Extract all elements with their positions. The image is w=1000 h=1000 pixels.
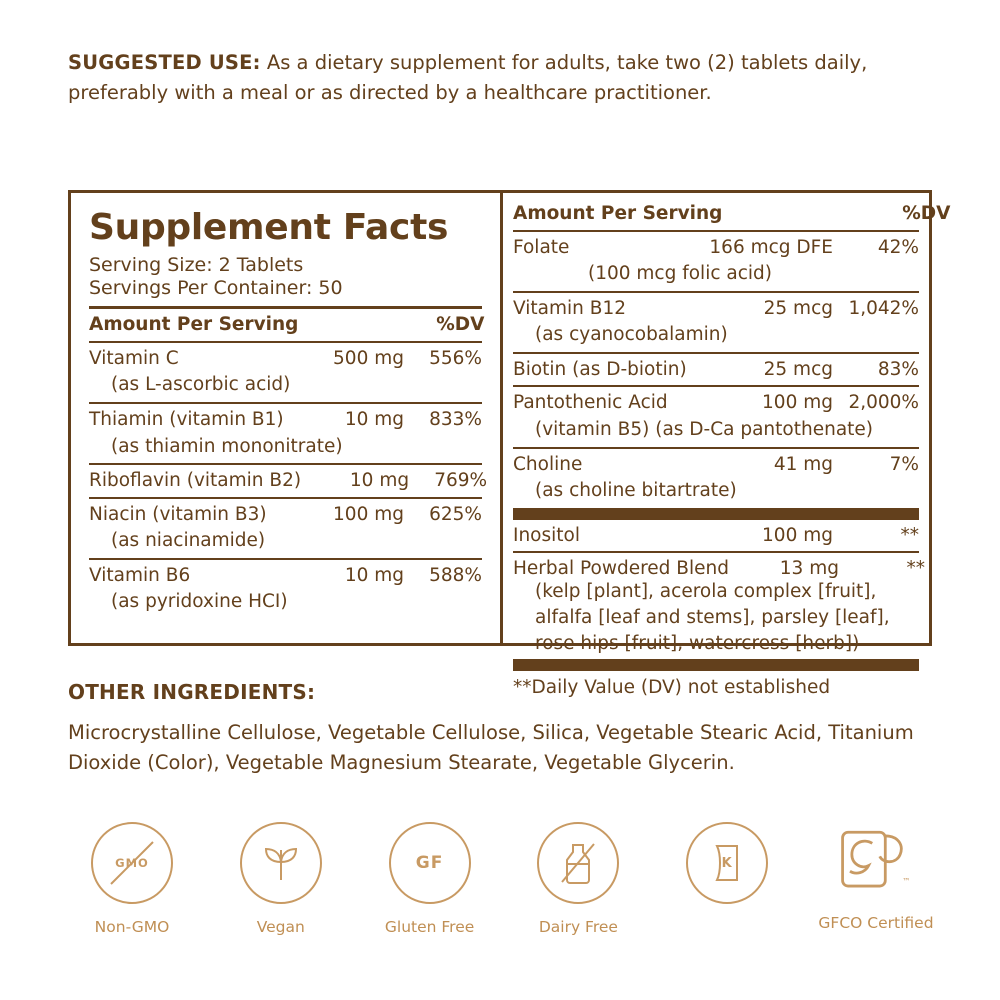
- divider-thick: [513, 508, 919, 520]
- nutrient-name: Herbal Powdered Blend: [513, 558, 729, 580]
- badge-label: GFCO Certified: [818, 914, 934, 932]
- nutrient-name: Riboflavin (vitamin B2): [89, 470, 302, 492]
- table-row: [513, 354, 919, 386]
- table-row: [89, 499, 482, 531]
- supplement-facts-left-column: [71, 193, 500, 643]
- table-row: [513, 553, 925, 581]
- nutrient-amount: 10 mg: [344, 409, 404, 431]
- badge-label: Vegan: [256, 918, 305, 936]
- nutrient-name: Niacin (vitamin B3): [89, 503, 267, 525]
- nutrient-source: (as niacinamide): [111, 530, 266, 552]
- supplement-facts-right-column: [500, 193, 951, 699]
- nutrient-amount: 25 mcg: [763, 297, 833, 319]
- blend-detail-line-2: alfalfa [leaf and stems], parsley [leaf],: [535, 606, 890, 628]
- nutrient-source: (as choline bitartrate): [535, 480, 737, 502]
- table-row: [89, 560, 482, 592]
- table-row: [89, 465, 488, 497]
- badge-label: Non-GMO: [94, 918, 170, 936]
- supplement-facts-title: Supplement Facts: [89, 207, 449, 248]
- nutrient-name: Vitamin C: [89, 347, 179, 369]
- nutrient-dv: 833%: [429, 409, 482, 431]
- non-gmo-mark: GMO: [115, 856, 149, 870]
- table-row: [513, 232, 919, 264]
- other-ingredients-heading: OTHER INGREDIENTS:: [68, 680, 316, 704]
- nutrient-source: (as thiamin mononitrate): [111, 435, 343, 457]
- nutrient-dv: 769%: [434, 470, 488, 492]
- nutrient-source: (100 mcg folic acid): [588, 263, 772, 285]
- other-ingredients-text: Microcrystalline Cellulose, Vegetable Cellulose, Silica, Vegetable Stearic Acid, Titanium Dioxide (Color), Vegetable Magnesium Stearate, Vegetable Glycerin.: [68, 721, 914, 774]
- leaf-icon: [240, 822, 322, 904]
- gluten-free-mark: GF: [415, 853, 444, 873]
- nutrient-name: Vitamin B6: [89, 564, 191, 586]
- nutrient-dv: **: [900, 524, 919, 546]
- left-header-amount-per-serving: Amount Per Serving: [89, 314, 299, 336]
- nutrient-name: Pantothenic Acid: [513, 392, 668, 414]
- table-row: [89, 343, 482, 375]
- svg-text:™: ™: [901, 876, 911, 887]
- right-header-dv: %DV: [902, 203, 951, 224]
- blend-detail-line-3: rose hips [fruit], watercress [herb]): [535, 633, 860, 655]
- nutrient-source: (as L-ascorbic acid): [111, 374, 291, 396]
- gluten-free-icon: [389, 822, 471, 904]
- gfco-icon: [837, 822, 915, 900]
- non-gmo-icon: [91, 822, 173, 904]
- nutrient-amount: 500 mg: [333, 347, 404, 369]
- nutrient-name: Vitamin B12: [513, 297, 626, 319]
- table-row: [513, 387, 919, 419]
- daily-value-footnote: **Daily Value (DV) not established: [513, 677, 831, 699]
- badge-label: Dairy Free: [538, 918, 618, 936]
- nutrient-amount: 166 mcg DFE: [709, 236, 833, 258]
- nutrient-dv: 556%: [429, 347, 482, 369]
- nutrient-dv: 2,000%: [848, 392, 919, 414]
- badge-kosher: [657, 822, 797, 918]
- kosher-mark: K: [721, 855, 733, 871]
- nutrient-amount: 25 mcg: [763, 358, 833, 380]
- divider-thick: [513, 659, 919, 671]
- suggested-use-paragraph: [68, 48, 938, 107]
- nutrient-dv: 588%: [429, 564, 482, 586]
- right-column-header-row: [513, 193, 951, 230]
- nutrient-amount: 13 mg: [779, 558, 839, 580]
- nutrient-dv: 83%: [877, 358, 919, 380]
- nutrient-amount: 100 mg: [762, 524, 833, 546]
- table-row: [513, 449, 919, 481]
- kosher-icon: [686, 822, 768, 904]
- certification-badges: [62, 822, 946, 936]
- badge-non-gmo: [62, 822, 202, 936]
- nutrient-dv: **: [906, 558, 925, 580]
- serving-info: [89, 254, 482, 300]
- badge-gfco: [806, 822, 946, 932]
- nutrient-source: (as pyridoxine HCI): [111, 591, 288, 613]
- left-column-header-row: [89, 309, 485, 341]
- nutrient-name: Choline: [513, 453, 583, 475]
- nutrient-dv: 7%: [889, 453, 919, 475]
- dairy-free-bottle-icon: [537, 822, 619, 904]
- servings-per-container: Servings Per Container: 50: [89, 277, 343, 300]
- nutrient-name: Inositol: [513, 524, 580, 546]
- badge-label: Gluten Free: [384, 918, 475, 936]
- suggested-use-text: As a dietary supplement for adults, take two (2) tablets daily, preferably with a meal or as directed by a healthcare practitioner.: [68, 51, 868, 104]
- badge-dairy-free: [508, 822, 648, 936]
- nutrient-source: (as cyanocobalamin): [535, 324, 728, 346]
- nutrient-name: Folate: [513, 236, 570, 258]
- table-row: [513, 293, 919, 325]
- badge-vegan: [211, 822, 351, 936]
- table-row: [513, 520, 919, 552]
- nutrient-name: Thiamin (vitamin B1): [89, 409, 284, 431]
- nutrient-dv: 1,042%: [848, 297, 919, 319]
- right-header-amount-per-serving: Amount Per Serving: [513, 203, 723, 224]
- nutrient-dv: 42%: [877, 236, 919, 258]
- suggested-use-heading: SUGGESTED USE:: [68, 51, 261, 74]
- nutrient-dv: 625%: [429, 503, 482, 525]
- nutrient-amount: 41 mg: [773, 453, 833, 475]
- nutrient-amount: 10 mg: [344, 564, 404, 586]
- table-row: [89, 404, 482, 436]
- nutrient-name: Biotin (as D-biotin): [513, 358, 687, 380]
- serving-size: Serving Size: 2 Tablets: [89, 254, 304, 276]
- nutrient-amount: 10 mg: [349, 470, 410, 492]
- left-header-dv: %DV: [436, 314, 485, 336]
- nutrient-amount: 100 mg: [762, 392, 833, 414]
- blend-detail-line-1: (kelp [plant], acerola complex [fruit],: [535, 580, 877, 602]
- nutrient-amount: 100 mg: [333, 503, 404, 525]
- nutrient-source: (vitamin B5) (as D-Ca pantothenate): [535, 418, 874, 440]
- badge-gluten-free: [360, 822, 500, 936]
